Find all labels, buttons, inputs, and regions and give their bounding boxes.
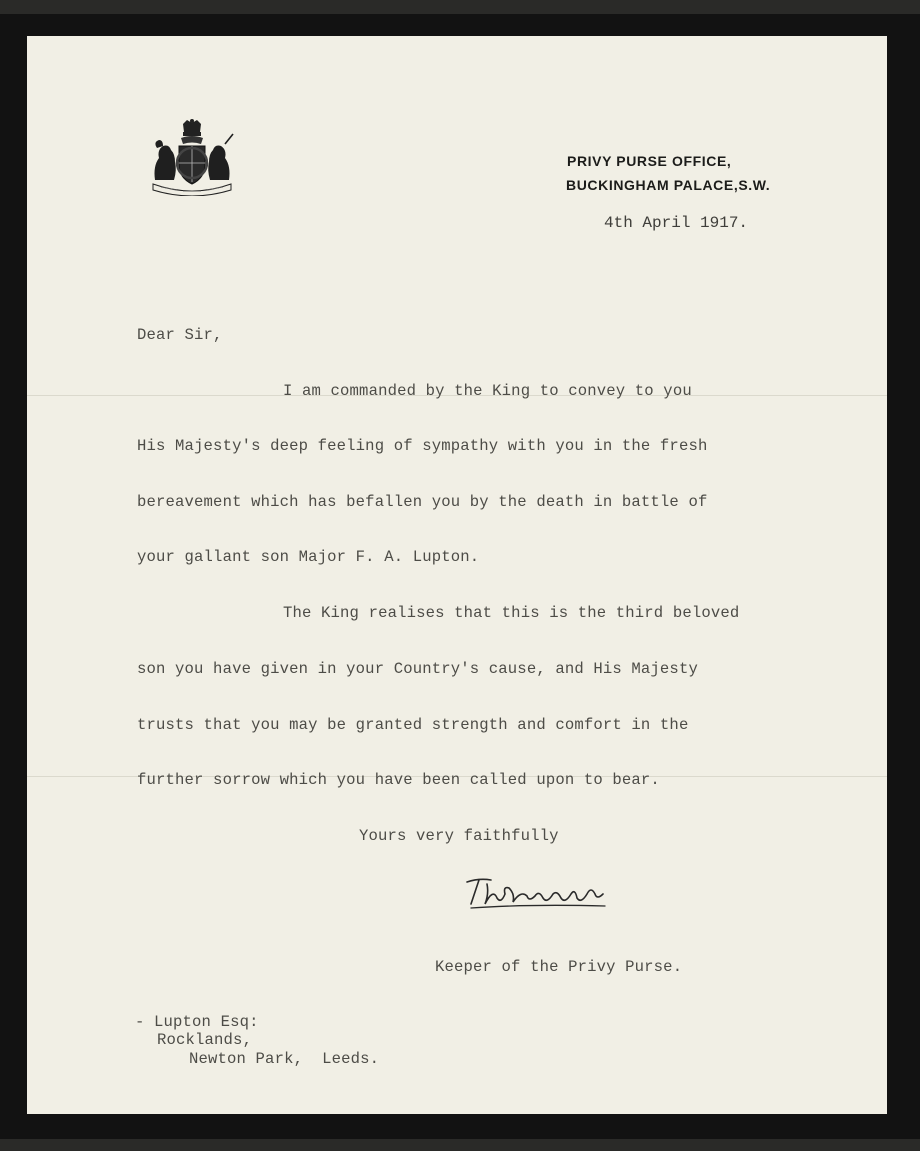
letterhead-office: PRIVY PURSE OFFICE, (567, 153, 732, 169)
salutation: Dear Sir, (137, 326, 223, 344)
body-line: trusts that you may be granted strength and comfort in the (137, 716, 689, 734)
body-line: son you have given in your Country's cause, and His Majesty (137, 660, 698, 678)
body-line: His Majesty's deep feeling of sympathy with you in the fresh (137, 437, 708, 455)
body-line: The King realises that this is the third beloved (283, 604, 740, 622)
recipient-house: Rocklands, (157, 1031, 253, 1049)
closing: Yours very faithfully (359, 827, 559, 845)
body-line: I am commanded by the King to convey to you (283, 382, 692, 400)
royal-coat-of-arms-icon (147, 118, 237, 196)
body-line: bereavement which has befallen you by the death in battle of (137, 493, 708, 511)
recipient-name: - Lupton Esq: (135, 1013, 259, 1031)
letterhead-address: BUCKINGHAM PALACE,S.W. (566, 177, 771, 193)
handwritten-signature-icon (457, 864, 617, 914)
recipient-town: Newton Park, Leeds. (189, 1050, 380, 1068)
letter-date: 4th April 1917. (604, 214, 749, 232)
letterhead (567, 149, 770, 197)
letter-page (27, 36, 887, 1114)
body-line: your gallant son Major F. A. Lupton. (137, 548, 480, 566)
body-line: further sorrow which you have been called upon to bear. (137, 771, 660, 789)
signatory-title: Keeper of the Privy Purse. (435, 958, 683, 976)
